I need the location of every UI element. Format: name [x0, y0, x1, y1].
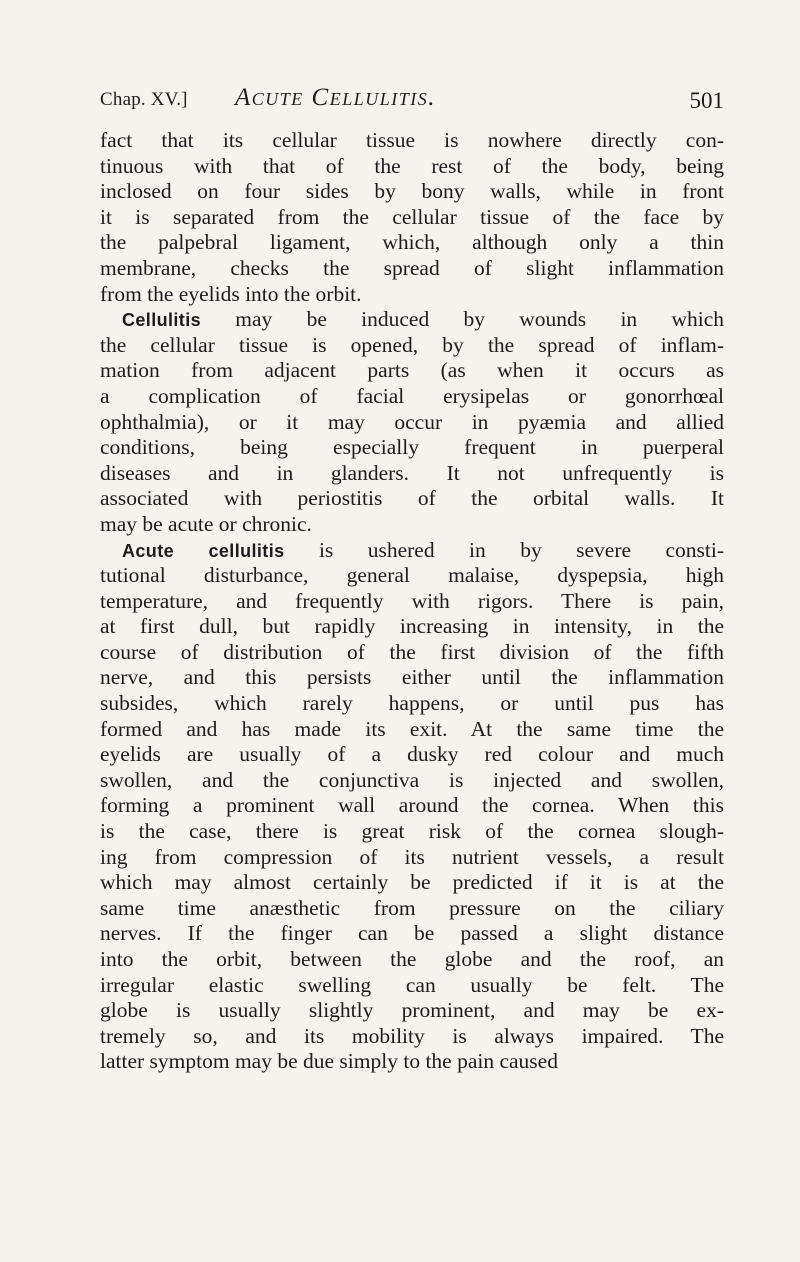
line-text: forming a prominent wall around the cornea. When this — [100, 793, 724, 818]
text-line — [100, 793, 724, 819]
line-text: tutional disturbance, general malaise, dyspepsia, high — [100, 563, 724, 588]
line-text: a complication of facial erysipelas or gonorrhœal — [100, 383, 724, 408]
running-header — [100, 84, 724, 118]
text-line — [100, 358, 724, 384]
line-text: same time anæsthetic from pressure on the ciliary — [100, 895, 724, 920]
line-text: irregular elastic swelling can usually be felt. The — [100, 972, 724, 997]
text-line — [100, 307, 724, 333]
line-text: eyelids are usually of a dusky red colour and much — [100, 742, 724, 767]
text-line — [100, 717, 724, 743]
line-text: it is separated from the cellular tissue of the face by — [100, 204, 724, 229]
text-line — [100, 435, 724, 461]
text-line — [100, 768, 724, 794]
text-line — [100, 154, 724, 180]
text-line — [100, 410, 724, 436]
line-text: the cellular tissue is opened, by the spread of inflam- — [100, 332, 724, 357]
line-text: tinuous with that of the rest of the body, being — [100, 153, 724, 178]
line-text: the palpebral ligament, which, although only a thin — [100, 230, 724, 255]
text-line — [100, 384, 724, 410]
line-text: formed and has made its exit. At the same time the — [100, 716, 724, 741]
text-line — [100, 486, 724, 512]
line-text: ing from compression of its nutrient vessels, a result — [100, 844, 724, 869]
text-line — [100, 819, 724, 845]
text-line — [100, 1049, 724, 1075]
line-text: is the case, there is great risk of the cornea slough- — [100, 819, 724, 844]
text-line — [100, 128, 724, 154]
line-text: nerve, and this persists either until the inflammation — [100, 665, 724, 690]
text-line — [100, 1024, 724, 1050]
text-line — [100, 563, 724, 589]
line-text: inclosed on four sides by bony walls, while in front — [100, 179, 724, 204]
line-text: ophthalmia), or it may occur in pyæmia and allied — [100, 409, 724, 434]
text-line — [100, 538, 724, 564]
line-text: conditions, being especially frequent in puerperal — [100, 435, 724, 460]
body-text — [100, 128, 724, 1075]
text-line — [100, 896, 724, 922]
text-line — [100, 333, 724, 359]
page-number: 501 — [689, 88, 724, 113]
text-line — [100, 256, 724, 282]
text-line — [100, 589, 724, 615]
line-text: is ushered in by severe consti- — [284, 537, 724, 562]
text-line — [100, 512, 724, 538]
text-line — [100, 947, 724, 973]
paragraph-lead-term: Cellulitis — [122, 310, 202, 331]
text-line — [100, 640, 724, 666]
line-text: subsides, which rarely happens, or until pus has — [100, 691, 724, 716]
line-text: temperature, and frequently with rigors. There is pain, — [100, 588, 724, 613]
text-line — [100, 205, 724, 231]
text-line — [100, 282, 724, 308]
text-line — [100, 691, 724, 717]
line-text: from the eyelids into the orbit. — [100, 281, 362, 306]
line-text: into the orbit, between the globe and the roof, an — [100, 947, 724, 971]
line-text: may be induced by wounds in which — [201, 307, 724, 332]
line-text: latter symptom may be due simply to the pain caused — [100, 1049, 558, 1074]
text-line — [100, 230, 724, 256]
line-text: which may almost certainly be predicted if it is at the — [100, 870, 724, 895]
text-line — [100, 665, 724, 691]
line-text: associated with periostitis of the orbital walls. It — [100, 486, 724, 511]
line-text: at first dull, but rapidly increasing in intensity, in the — [100, 614, 724, 639]
line-text: membrane, checks the spread of slight inflammation — [100, 255, 724, 280]
text-line — [100, 870, 724, 896]
text-line — [100, 998, 724, 1024]
text-line — [100, 973, 724, 999]
text-line — [100, 461, 724, 487]
line-text: globe is usually slightly prominent, and may be ex- — [100, 998, 724, 1023]
line-text: course of distribution of the first division of the fifth — [100, 639, 724, 664]
running-title: Acute Cellulitis. — [235, 84, 436, 111]
text-line — [100, 614, 724, 640]
paragraph-lead-term: Acute cellulitis — [122, 540, 285, 561]
line-text: tremely so, and its mobility is always impaired. The — [100, 1023, 724, 1048]
text-line — [100, 179, 724, 205]
text-line — [100, 742, 724, 768]
line-text: nerves. If the finger can be passed a slight distance — [100, 921, 724, 946]
line-text: may be acute or chronic. — [100, 511, 312, 536]
line-text: fact that its cellular tissue is nowhere directly con- — [100, 128, 724, 152]
text-line — [100, 921, 724, 947]
line-text: swollen, and the conjunctiva is injected and swollen, — [100, 767, 724, 792]
chapter-reference: Chap. XV.] — [100, 89, 188, 110]
line-text: mation from adjacent parts (as when it occurs as — [100, 358, 724, 383]
text-line — [100, 845, 724, 871]
line-text: diseases and in glanders. It not unfrequently is — [100, 460, 724, 485]
